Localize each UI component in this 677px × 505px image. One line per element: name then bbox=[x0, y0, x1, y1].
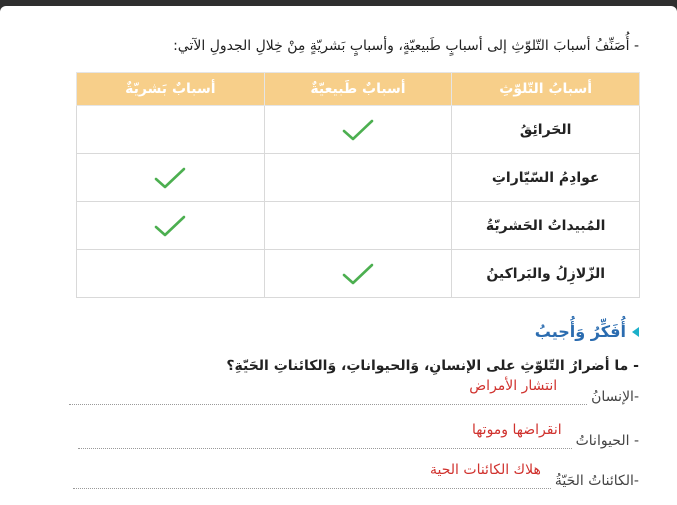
answer-label: -الكائناتُ الحَيّةُ bbox=[554, 473, 639, 489]
answer-field[interactable] bbox=[78, 422, 572, 449]
table-row bbox=[77, 154, 640, 202]
header-causes: أسبابُ التّلوّثِ bbox=[452, 73, 640, 106]
checkmark-icon bbox=[153, 170, 187, 186]
question-text: - ما أضرارُ التّلوّثِ على الإنسانِ، وَالحيواناتِ، وَالكائناتِ الحَيّةِ؟ bbox=[226, 358, 639, 374]
human-cell[interactable] bbox=[77, 202, 265, 250]
human-cell[interactable] bbox=[77, 250, 265, 298]
table-header-row bbox=[77, 73, 640, 106]
checkmark-icon bbox=[341, 122, 375, 138]
pollution-causes-table bbox=[76, 72, 640, 298]
human-cell[interactable] bbox=[77, 106, 265, 154]
answer-field[interactable] bbox=[73, 462, 551, 489]
table-body bbox=[77, 106, 640, 298]
header-human: أسبابٌ بَشريّةٌ bbox=[77, 73, 265, 106]
worksheet-page bbox=[0, 6, 677, 505]
answer-text: هلاك الكائنات الحية bbox=[430, 462, 541, 478]
natural-cell[interactable] bbox=[264, 202, 452, 250]
instruction-text: - أُصَنِّفُ أسبابَ التّلوّثِ إلى أسبابٍ طَبيعيّةٍ، وأسبابٍ بَشريّةٍ مِنْ خِلالِ الجدولِ الآتي: bbox=[173, 38, 639, 54]
natural-cell[interactable] bbox=[264, 250, 452, 298]
cause-cell: المُبيداتُ الحَشريّةُ bbox=[452, 202, 640, 250]
checkmark-icon bbox=[341, 266, 375, 282]
natural-cell[interactable] bbox=[264, 106, 452, 154]
answer-text: انتشار الأمراض bbox=[469, 378, 558, 394]
human-cell[interactable] bbox=[77, 154, 265, 202]
checkmark-icon bbox=[153, 218, 187, 234]
cause-cell: عوادِمُ السّيّاراتِ bbox=[452, 154, 640, 202]
think-and-answer-section bbox=[535, 322, 639, 341]
answer-field[interactable] bbox=[69, 378, 587, 405]
header-natural: أسبابٌ طَبيعيّةٌ bbox=[264, 73, 452, 106]
cause-cell: الحَرائِقُ bbox=[452, 106, 640, 154]
triangle-bullet-icon bbox=[632, 327, 639, 337]
natural-cell[interactable] bbox=[264, 154, 452, 202]
table-row bbox=[77, 106, 640, 154]
answer-label: -الإنسانُ bbox=[591, 389, 639, 405]
table-row bbox=[77, 202, 640, 250]
section-title: أُفَكِّرُ وَأُجيبُ bbox=[534, 322, 626, 341]
answer-text: انقراضها وموتها bbox=[471, 422, 562, 438]
answer-line-human[interactable] bbox=[69, 378, 639, 405]
answer-line-living-things[interactable] bbox=[73, 462, 639, 489]
answer-label: - الحيواناتُ bbox=[575, 433, 639, 449]
answer-line-animals[interactable] bbox=[78, 422, 639, 449]
cause-cell: الزّلازِلُ والبَراكينُ bbox=[452, 250, 640, 298]
table-row bbox=[77, 250, 640, 298]
